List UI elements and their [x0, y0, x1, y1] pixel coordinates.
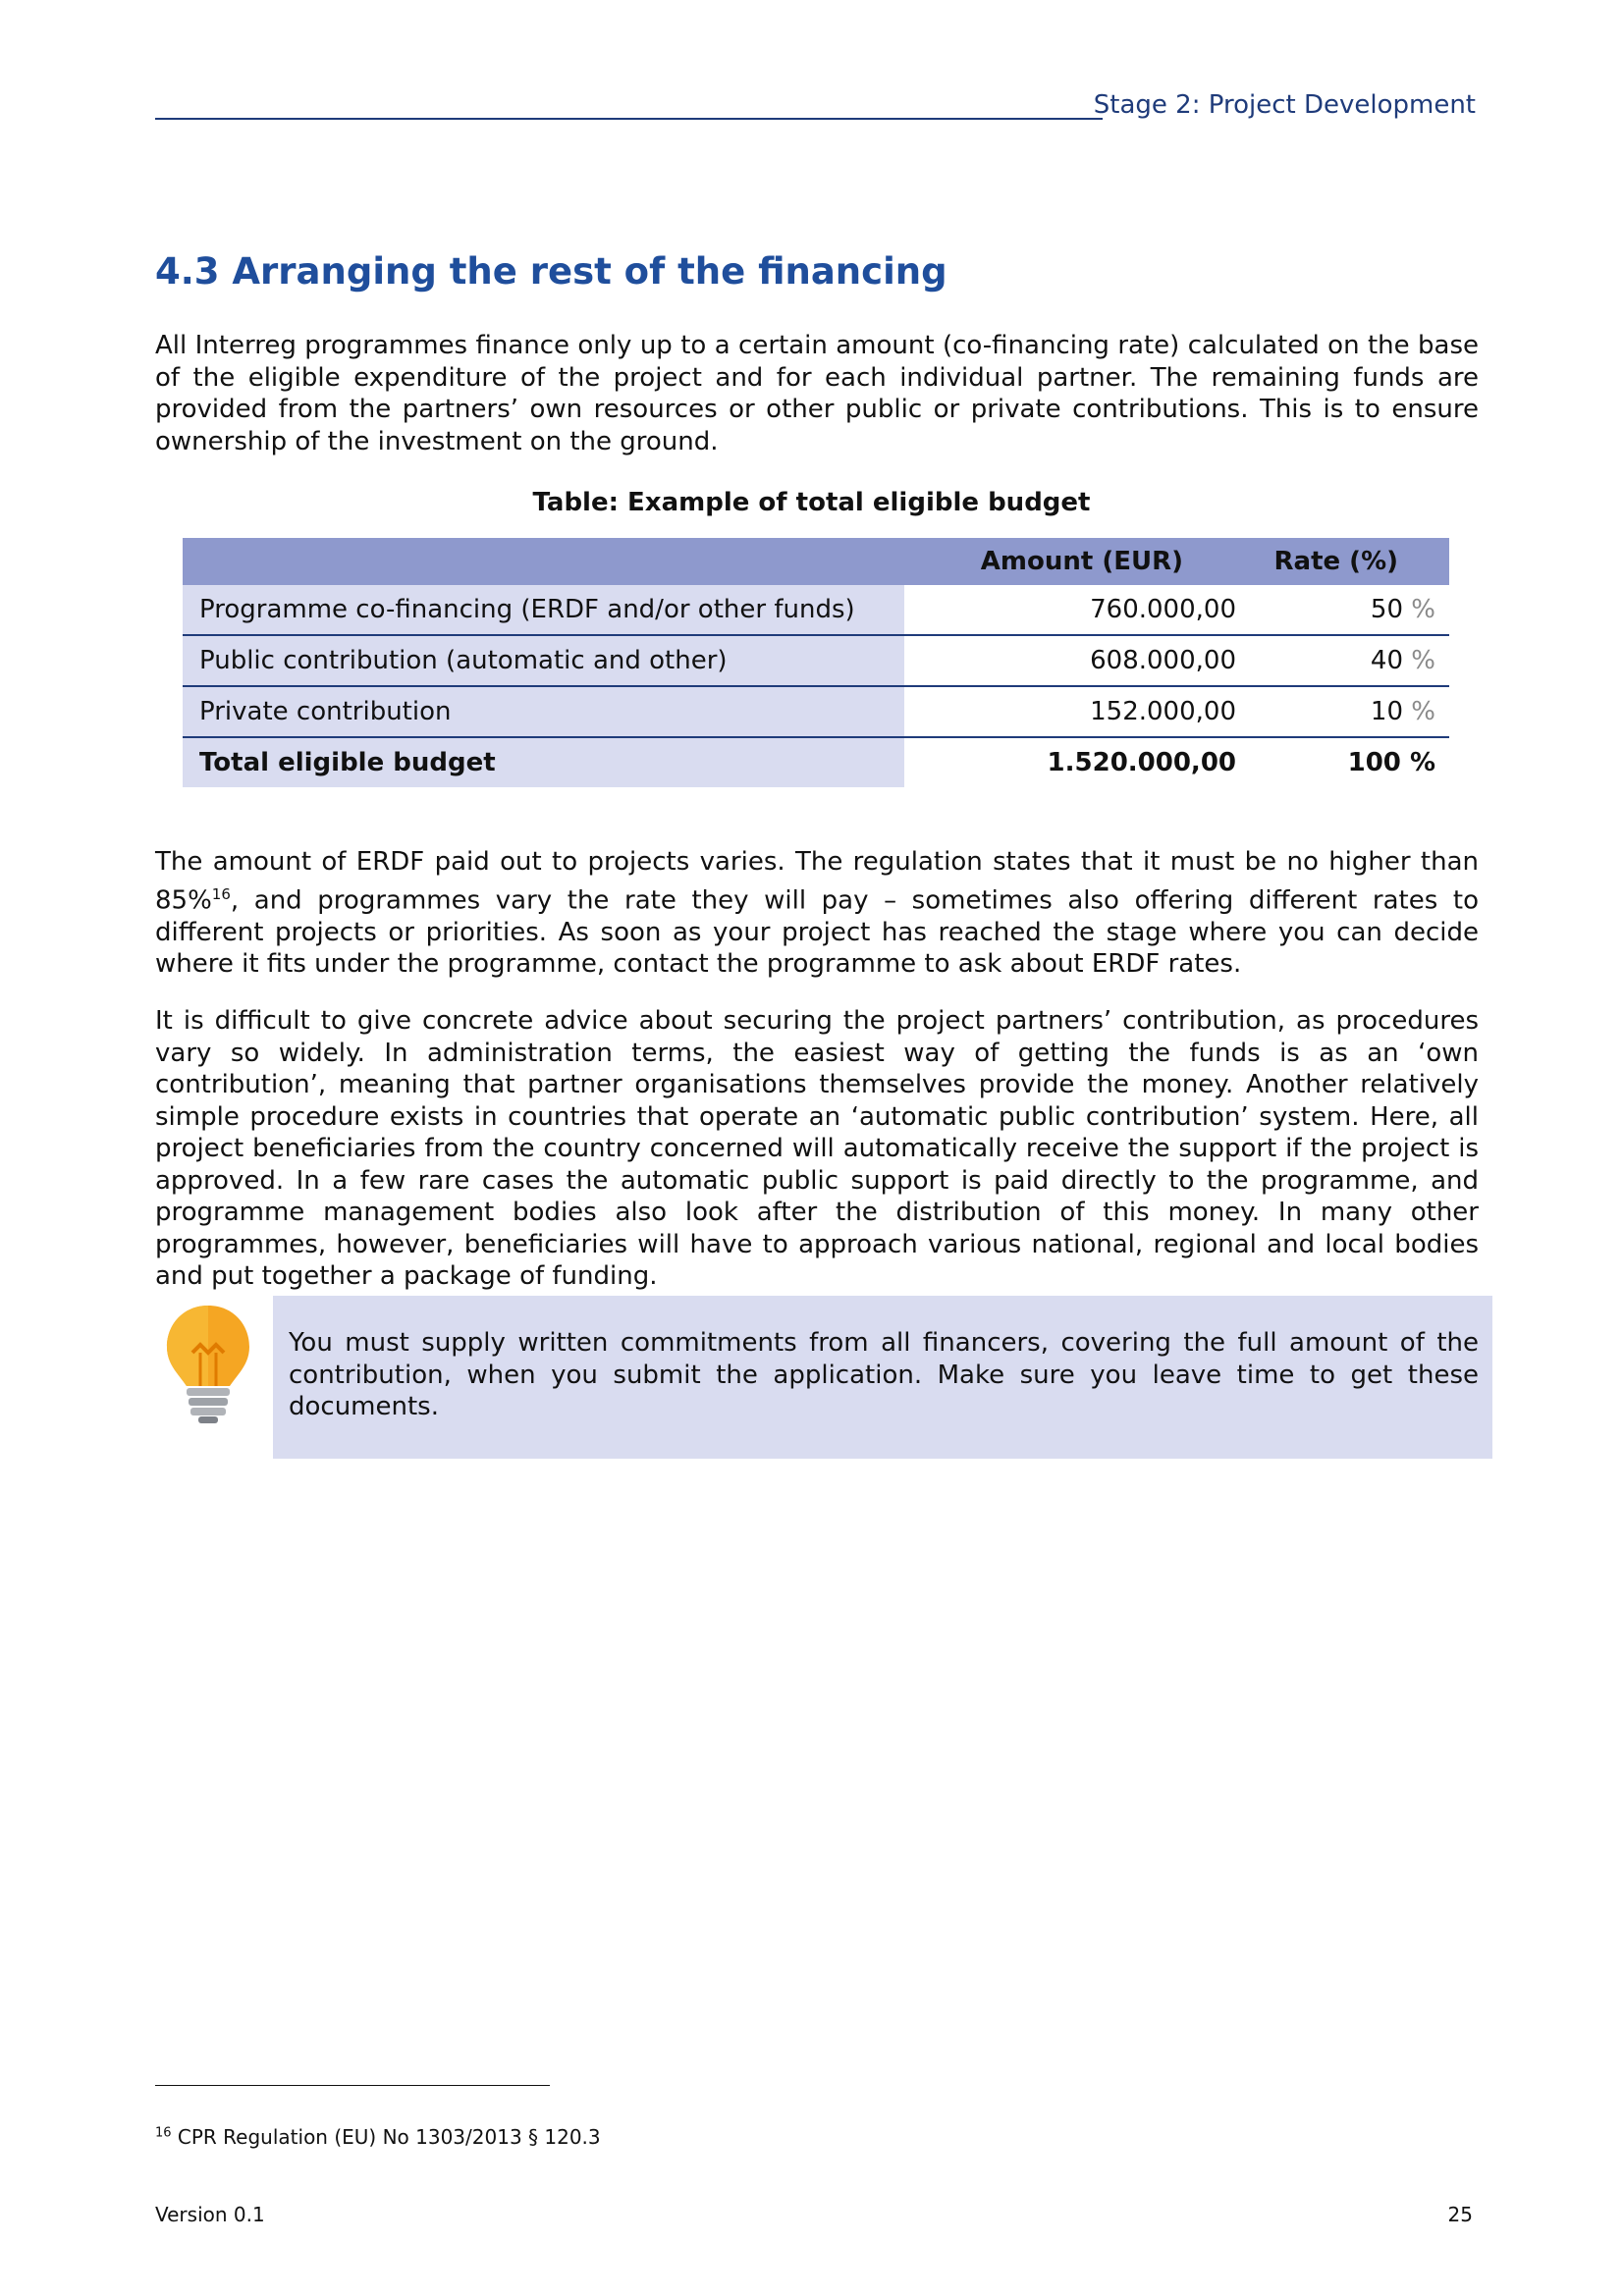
table-row: [183, 585, 1449, 634]
table-total-row: [183, 738, 1449, 787]
row-label: Programme co-financing (ERDF and/or other funds): [183, 585, 904, 634]
row-label: Public contribution (automatic and other): [183, 636, 904, 685]
row-amount: 760.000,00: [1090, 595, 1236, 624]
footnote: [155, 2125, 601, 2149]
rate-value: 50: [1370, 595, 1404, 624]
total-amount: 1.520.000,00: [1047, 748, 1236, 777]
table-caption: Table: Example of total eligible budget: [532, 488, 1091, 517]
rate-unit: %: [1403, 697, 1435, 726]
budget-table: [183, 538, 1449, 787]
section-title: 4.3 Arranging the rest of the financing: [155, 250, 947, 293]
table-row: [183, 636, 1449, 685]
tip-text: You must supply written commitments from all financers, covering the full amount of the contribution, when you submit the application. Make sure you leave time to get these documents.: [289, 1328, 1479, 1421]
rate-value: 10: [1370, 697, 1404, 726]
rate-value: 40: [1370, 646, 1404, 675]
row-amount: 608.000,00: [1090, 646, 1236, 675]
paragraph-text: The amount of ERDF paid out to projects varies. The regulation states that it must be no higher than 85%: [155, 847, 1479, 916]
page-number: 25: [1447, 2203, 1473, 2226]
paragraph-erdf-rates: [155, 846, 1479, 981]
footnote-reference: 16: [211, 884, 231, 903]
row-rate: [1248, 697, 1449, 726]
row-label: Private contribution: [183, 687, 904, 736]
lightbulb-icon: [161, 1302, 255, 1425]
row-rate: [1248, 595, 1449, 624]
header-rule: [155, 118, 1103, 120]
running-header: Stage 2: Project Development: [1093, 90, 1476, 120]
total-rate: 100 %: [1347, 748, 1435, 777]
total-label: Total eligible budget: [183, 738, 904, 787]
footnote-number: 16: [155, 2125, 172, 2141]
header-rate: Rate (%): [1273, 547, 1398, 576]
table-row: [183, 687, 1449, 736]
footer-version: Version 0.1: [155, 2203, 265, 2226]
row-amount: 152.000,00: [1090, 697, 1236, 726]
rate-unit: %: [1403, 646, 1435, 675]
footnote-rule: [155, 2085, 550, 2086]
header-amount: Amount (EUR): [980, 547, 1183, 576]
footnote-text: CPR Regulation (EU) No 1303/2013 § 120.3: [171, 2125, 601, 2149]
rate-unit: %: [1403, 595, 1435, 624]
paragraph-text: , and programmes vary the rate they will pay – sometimes also offering different rates to different projects or priorities. As soon as your project has reached the stage where you can decide where it fits under the programme, contact the programme to ask about ERDF rates.: [155, 885, 1479, 980]
table-header-row: [183, 538, 1449, 585]
row-rate: [1248, 646, 1449, 675]
paragraph-partner-contribution: It is difficult to give concrete advice about securing the project partners’ contribution, as procedures vary so widely. In administration terms, the easiest way of getting the funds is as an ‘own contribution’, meaning that partner organisations themselves provide the money. Another relatively simple procedure exists in countries that operate an ‘automatic public contribution’ system. Here, all project beneficiaries from the country concerned will automatically receive the support if the project is approved. In a few rare cases the automatic public support is paid directly to the programme, and programme management bodies also look after the distribution of this money. In many other programmes, however, beneficiaries will have to approach various national, regional and local bodies and put together a package of funding.: [155, 1006, 1479, 1291]
paragraph-intro: All Interreg programmes finance only up to a certain amount (co-financing rate) calculated on the base of the eligible expenditure of the project and for each individual partner. The remaining funds are provided from the partners’ own resources or other public or private contributions. This is to ensure ownership of the investment on the ground.: [155, 331, 1479, 456]
